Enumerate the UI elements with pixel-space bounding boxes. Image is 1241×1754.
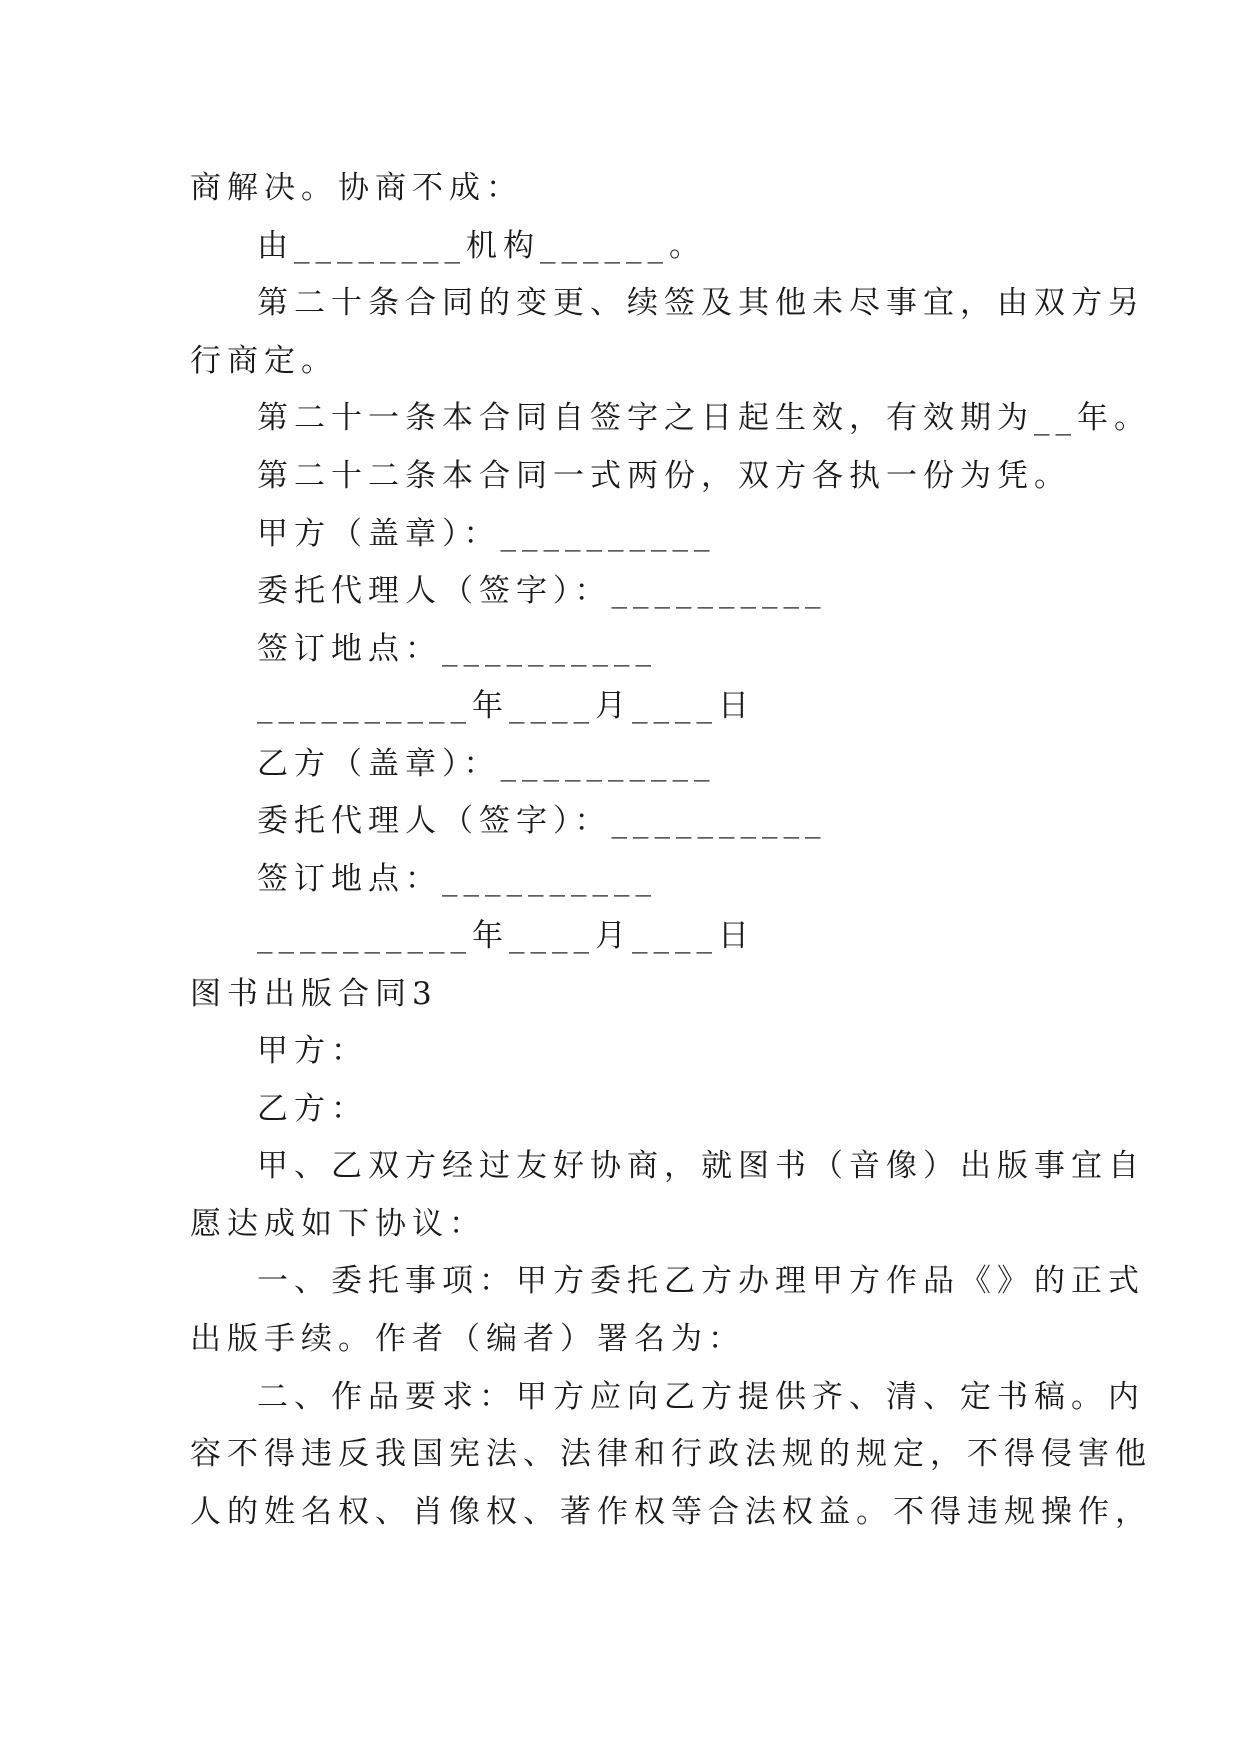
text-line-19: 愿达成如下协议： [190, 1206, 486, 1242]
text-line-13: 签订地点：__________ [257, 861, 657, 897]
text-line-24: 人的姓名权、肖像权、著作权等合法权益。不得违规操作， [190, 1494, 1152, 1530]
text-line-11: 乙方（盖章）：__________ [257, 746, 716, 782]
text-line-8: 委托代理人（签字）：__________ [257, 573, 827, 609]
text-line-21: 出版手续。作者（编者）署名为： [190, 1321, 745, 1357]
text-line-7: 甲方（盖章）：__________ [257, 516, 716, 552]
text-line-6: 第二十二条本合同一式两份，双方各执一份为凭。 [257, 458, 1071, 494]
text-line-18: 甲、乙双方经过友好协商，就图书（音像）出版事宜自 [257, 1148, 1145, 1184]
text-line-12: 委托代理人（签字）：__________ [257, 803, 827, 839]
text-line-10: __________年____月____日 [257, 688, 755, 724]
text-line-22: 二、作品要求：甲方应向乙方提供齐、清、定书稿。内 [257, 1379, 1145, 1415]
text-line-9: 签订地点：__________ [257, 631, 657, 667]
text-line-16: 甲方： [257, 1033, 368, 1069]
text-line-17: 乙方： [257, 1091, 368, 1127]
text-line-4: 行商定。 [190, 343, 338, 379]
text-line-1: 商解决。协商不成： [190, 170, 523, 206]
text-line-5: 第二十一条本合同自签字之日起生效，有效期为__年。 [257, 400, 1151, 436]
text-line-23: 容不得违反我国宪法、法律和行政法规的规定，不得侵害他 [190, 1436, 1152, 1472]
text-line-20: 一、委托事项：甲方委托乙方办理甲方作品《》的正式 [257, 1263, 1145, 1299]
text-line-3: 第二十条合同的变更、续签及其他未尽事宜，由双方另 [257, 285, 1145, 321]
section-title: 图书出版合同3 [190, 976, 438, 1012]
text-line-2: 由________机构______。 [257, 228, 706, 264]
text-line-14: __________年____月____日 [257, 918, 755, 954]
